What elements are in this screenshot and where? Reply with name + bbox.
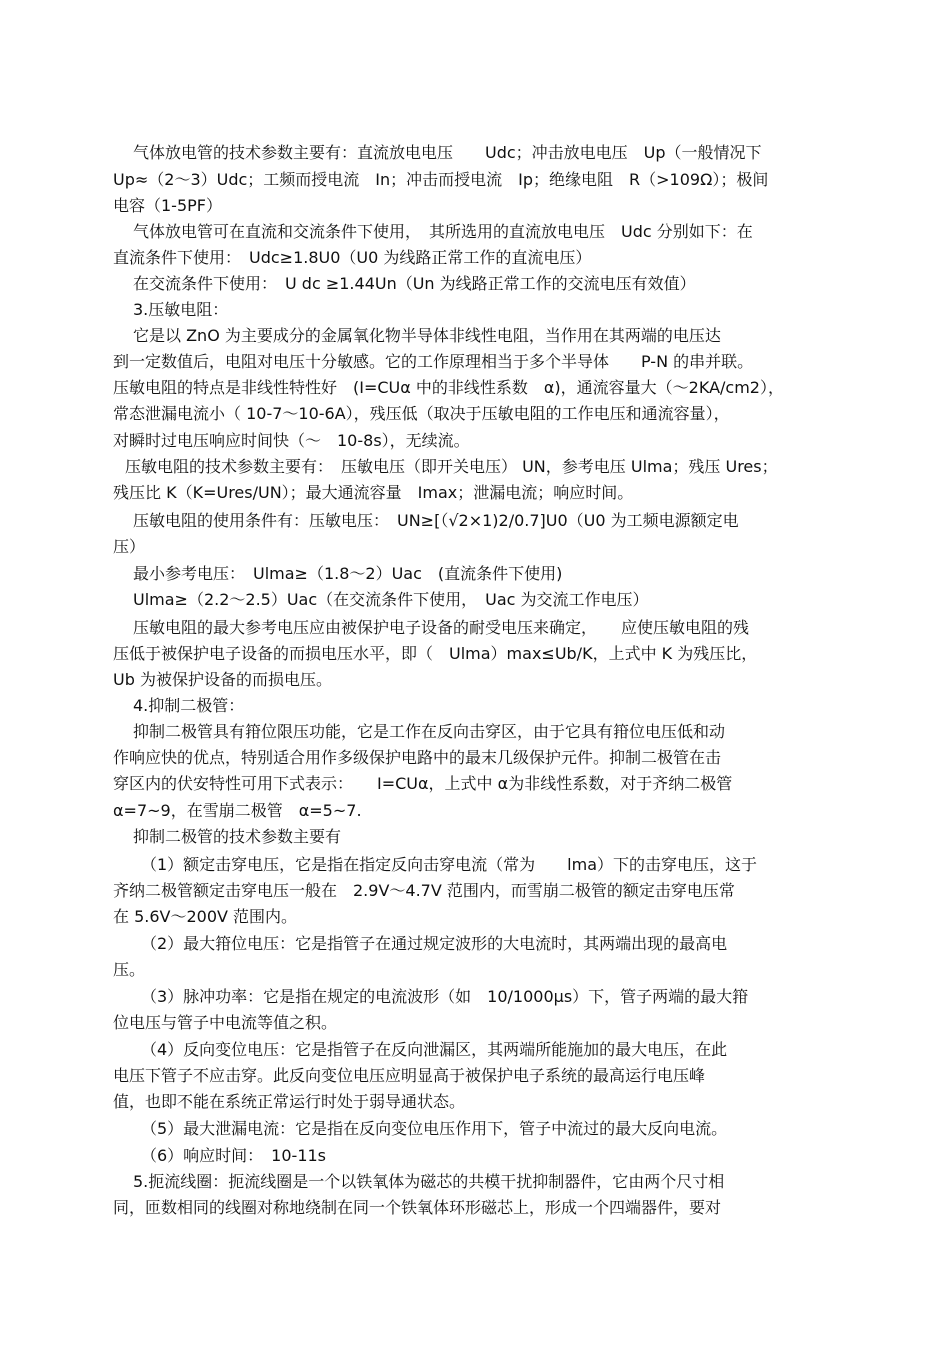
- text-line: 气体放电管的技术参数主要有：直流放电电压 Udc；冲击放电电压 Up（一般情况下: [133, 143, 762, 162]
- text-line: 气体放电管可在直流和交流条件下使用， 其所选用的直流放电电压 Udc 分别如下：在: [133, 222, 753, 241]
- text-line: 常态泄漏电流小（ 10-7～10-6A），残压低（取决于压敏电阻的工作电压和通流容量），: [113, 404, 730, 423]
- text-line: 电压下管子不应击穿。此反向变位电压应明显高于被保护电子系统的最高运行电压峰: [113, 1066, 706, 1085]
- text-line: （1）额定击穿电压，它是指在指定反向击穿电流（常为 lma）下的击穿电压，这于: [141, 855, 758, 874]
- text-line: 作响应快的优点，特别适合用作多级保护电路中的最末几级保护元件。抑制二极管在击: [113, 748, 722, 767]
- text-line: 直流条件下使用： Udc≥1.8U0（U0 为线路正常工作的直流电压）: [113, 248, 592, 267]
- text-line: Ulma≥（2.2～2.5）Uac（在交流条件下使用， Uac 为交流工作电压）: [133, 590, 649, 609]
- text-line: Ub 为被保护设备的而损电压。: [113, 670, 332, 689]
- text-line: 它是以 ZnO 为主要成分的金属氧化物半导体非线性电阻，当作用在其两端的电压达: [133, 326, 721, 345]
- text-line: Up≈（2～3）Udc；工频而授电流 In；冲击而授电流 Ip；绝缘电阻 R（>109Ω）；极间: [113, 170, 769, 189]
- text-line: 压敏电阻的技术参数主要有： 压敏电压（即开关电压） UN，参考电压 Ulma；残压 Ures；: [125, 457, 778, 476]
- text-line: 齐纳二极管额定击穿电压一般在 2.9V～4.7V 范围内，而雪崩二极管的额定击穿电压常: [113, 881, 735, 900]
- text-line: （6）响应时间： 10-11s: [141, 1146, 327, 1165]
- section-heading: 4.抑制二极管：: [133, 696, 245, 715]
- section-heading: 3.压敏电阻：: [133, 300, 229, 319]
- text-line: （4）反向变位电压：它是指管子在反向泄漏区，其两端所能施加的最大电压，在此: [141, 1040, 728, 1059]
- text-line: 压）: [113, 537, 146, 556]
- text-line: 在 5.6V～200V 范围内。: [113, 907, 298, 926]
- text-line: 在交流条件下使用： U dc ≥1.44Un（Un 为线路正常工作的交流电压有效值）: [133, 274, 696, 293]
- text-line: 压敏电阻的特点是非线性特性好 (I=CUα 中的非线性系数 α)，通流容量大（～2KA/cm2），: [113, 378, 784, 397]
- text-line: α=7~9，在雪崩二极管 α=5~7.: [113, 801, 362, 820]
- text-line: 最小参考电压： Ulma≥（1.8～2）Uac (直流条件下使用): [133, 564, 563, 583]
- text-line: 同，匝数相同的线圈对称地绕制在同一个铁氧体环形磁芯上，形成一个四端器件，要对: [113, 1198, 722, 1217]
- text-line: 压敏电阻的最大参考电压应由被保护电子设备的耐受电压来确定， 应使压敏电阻的残: [133, 618, 750, 637]
- text-line: 电容（1-5PF）: [113, 196, 222, 215]
- text-line: 对瞬时过电压响应时间快（～ 10-8s），无续流。: [113, 431, 470, 450]
- text-line: 到一定数值后，电阻对电压十分敏感。它的工作原理相当于多个半导体 P-N 的串并联。: [113, 352, 754, 371]
- text-line: 残压比 K（K=Ures/UN）；最大通流容量 Imax；泄漏电流；响应时间。: [113, 483, 634, 502]
- text-line: 穿区内的伏安特性可用下式表示： I=CUα，上式中 α为非线性系数，对于齐纳二极管: [113, 774, 733, 793]
- text-line: （3）脉冲功率：它是指在规定的电流波形（如 10/1000μs）下，管子两端的最大箝: [141, 987, 749, 1006]
- text-line: 5.扼流线圈：扼流线圈是一个以铁氧体为磁芯的共模干扰抑制器件，它由两个尺寸相: [133, 1172, 725, 1191]
- text-line: 抑制二极管的技术参数主要有: [133, 827, 342, 846]
- text-line: 压低于被保护电子设备的而损电压水平，即（ Ulma）max≤Ub/K，上式中 K 为残压比，: [113, 644, 758, 663]
- text-line: 抑制二极管具有箝位限压功能，它是工作在反向击穿区，由于它具有箝位电压低和动: [133, 722, 726, 741]
- text-line: 值，也即不能在系统正常运行时处于弱导通状态。: [113, 1092, 466, 1111]
- text-line: （2）最大箝位电压：它是指管子在通过规定波形的大电流时，其两端出现的最高电: [141, 934, 728, 953]
- text-line: （5）最大泄漏电流：它是指在反向变位电压作用下，管子中流过的最大反向电流。: [141, 1119, 728, 1138]
- text-line: 压。: [113, 960, 146, 979]
- text-line: 位电压与管子中电流等值之积。: [113, 1013, 338, 1032]
- text-line: 压敏电阻的使用条件有：压敏电压： UN≥[（√2×1)2/0.7]U0（U0 为工频电源额定电: [133, 511, 739, 530]
